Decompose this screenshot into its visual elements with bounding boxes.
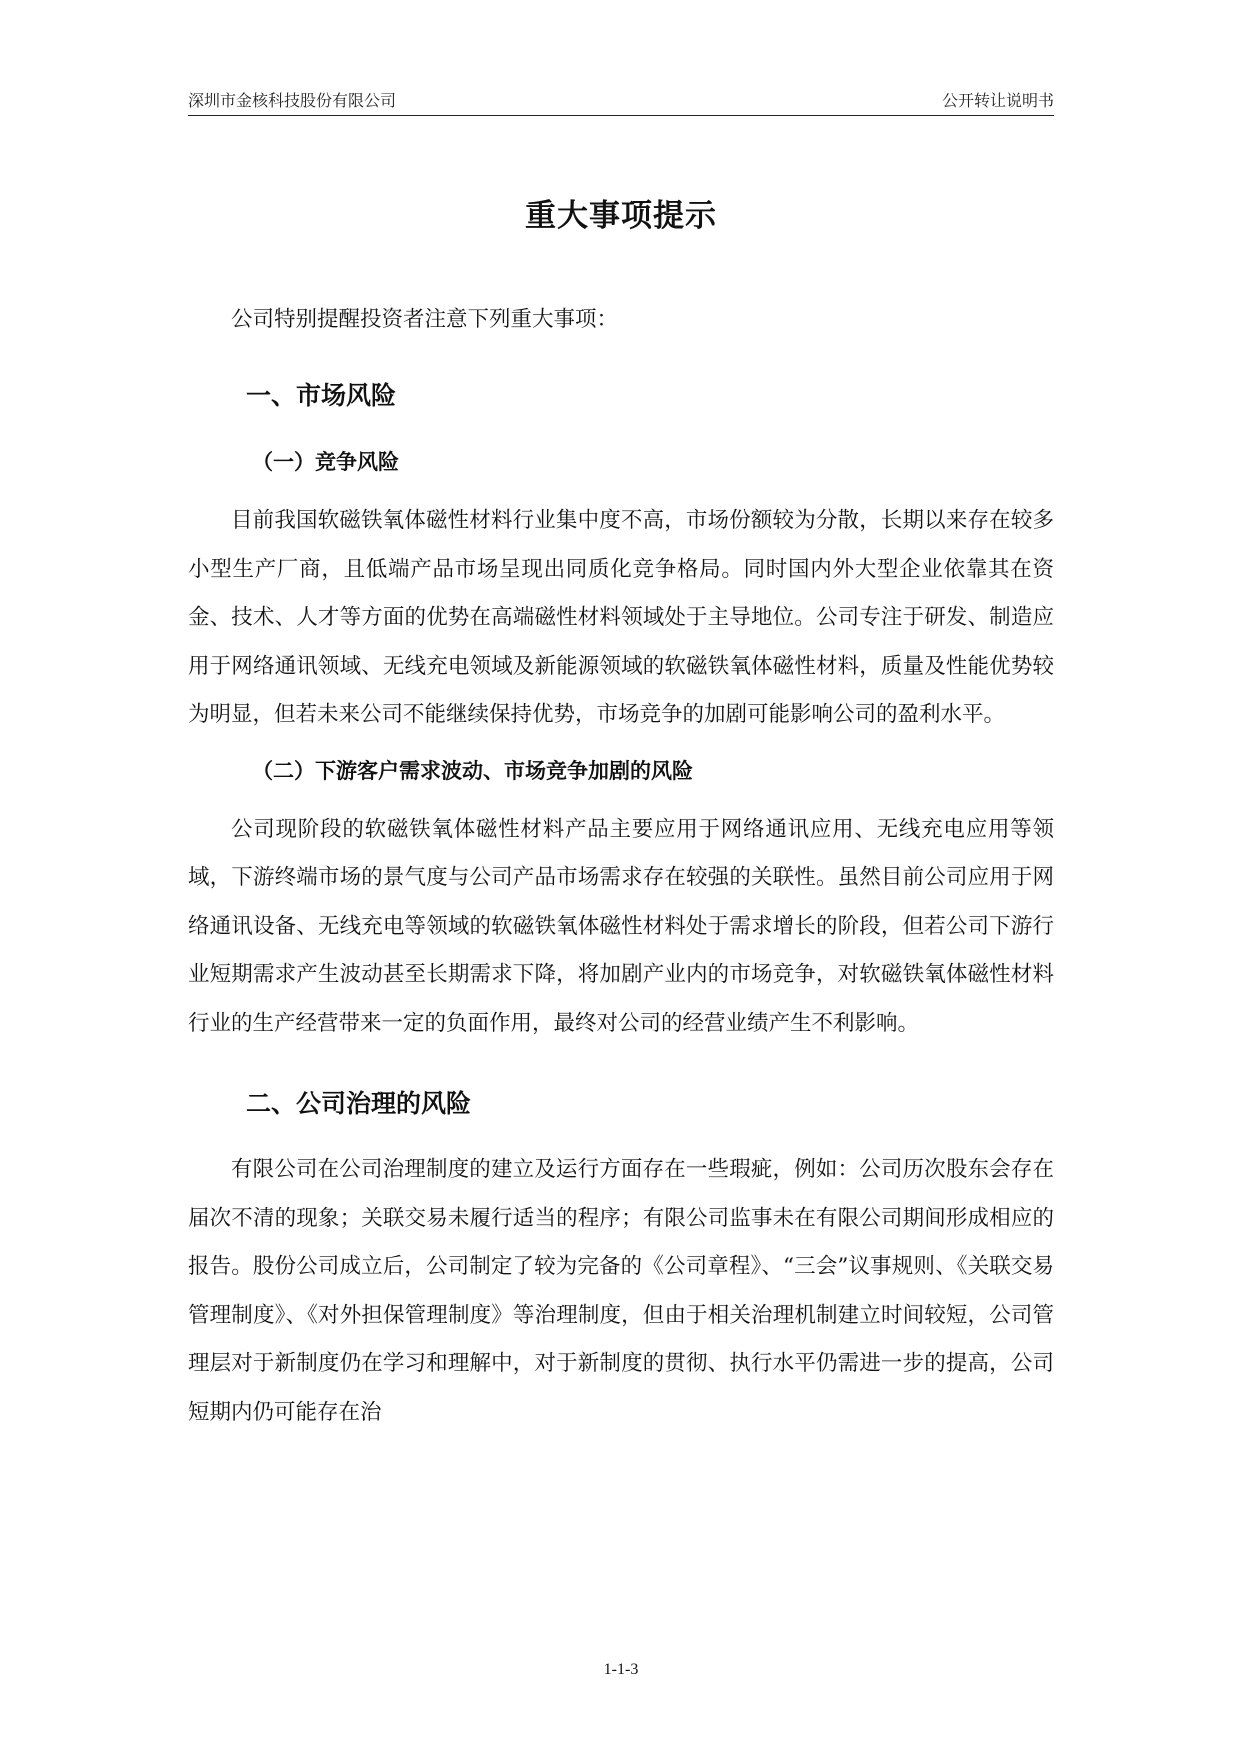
subsection-heading-competition-risk: （一）竞争风险 [252,450,399,474]
section-heading-market-risk: 一、市场风险 [246,381,397,410]
header-doc-type: 公开转让说明书 [941,91,1054,110]
subsection-heading-demand-risk: （二）下游客户需求波动、市场竞争加剧的风险 [252,758,693,783]
header-company: 深圳市金核科技股份有限公司 [188,91,397,110]
paragraph-governance-risk: 有限公司在公司治理制度的建立及运行方面存在一些瑕疵，例如：公司历次股东会存在届次不清的现象；关联交易未履行适当的程序；有限公司监事未在有限公司期间形成相应的报告。股份公司成立后，公司制定了较为完备的《公司章程》、“三会”议事规则、《关联交易管理制度》、《对外担保管理制度》等治理制度，但由于相关治理机制建立时间较短，公司管理层对于新制度仍在学习和理解中，对于新制度的贯彻、执行水平仍需进一步的提高，公司短期内仍可能存在治 [188,1157,1054,1425]
paragraph-demand-risk: 公司现阶段的软磁铁氧体磁性材料产品主要应用于网络通讯应用、无线充电应用等领域，下游终端市场的景气度与公司产品市场需求存在较强的关联性。虽然目前公司应用于网络通讯设备、无线充电等领域的软磁铁氧体磁性材料处于需求增长的阶段，但若公司下游行业短期需求产生波动甚至长期需求下降，将加剧产业内的市场竞争，对软磁铁氧体磁性材料行业的生产经营带来一定的负面作用，最终对公司的经营业绩产生不利影响。 [188,816,1054,1036]
intro-paragraph: 公司特别提醒投资者注意下列重大事项： [231,307,619,332]
paragraph-competition-risk: 目前我国软磁铁氧体磁性材料行业集中度不高，市场份额较为分散，长期以来存在较多小型生产厂商，且低端产品市场呈现出同质化竞争格局。同时国内外大型企业依靠其在资金、技术、人才等方面的优势在高端磁性材料领域处于主导地位。公司专注于研发、制造应用于网络通讯领域、无线充电领域及新能源领域的软磁铁氧体磁性材料，质量及性能优势较为明显，但若未来公司不能继续保持优势，市场竞争的加剧可能影响公司的盈利水平。 [188,508,1054,727]
section-heading-governance-risk: 二、公司治理的风险 [246,1089,472,1118]
page-header [188,86,1054,116]
page-title: 重大事项提示 [525,198,717,234]
document-body [188,296,1054,1437]
page-number: 1-1-3 [603,1661,639,1678]
